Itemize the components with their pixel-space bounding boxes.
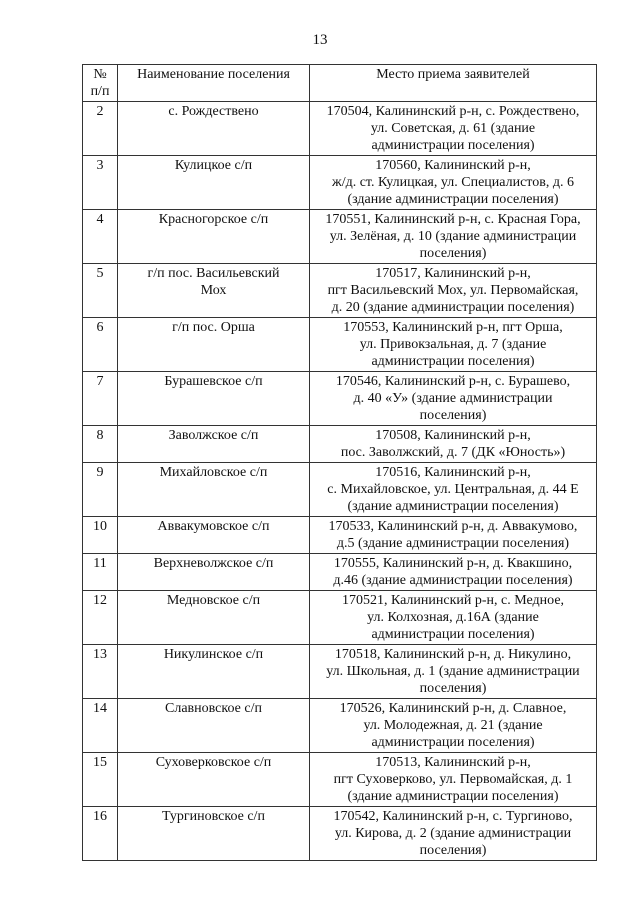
reception-place-line: 170542, Калининский р-н, с. Тургиново, — [333, 809, 573, 824]
settlement-name-line: Красногорское с/п — [158, 212, 269, 227]
settlement-name-line: Бурашевское с/п — [164, 374, 263, 389]
reception-place — [310, 210, 597, 264]
reception-place-line: (здание администрации поселения) — [347, 192, 559, 207]
reception-place — [310, 645, 597, 699]
row-number: 4 — [83, 210, 118, 264]
table-body — [83, 102, 597, 861]
reception-place-line: администрации поселения) — [371, 354, 535, 369]
settlement-name — [118, 264, 310, 318]
reception-place — [310, 318, 597, 372]
table-row — [83, 156, 597, 210]
row-number: 10 — [83, 517, 118, 554]
settlement-name — [118, 554, 310, 591]
row-number: 9 — [83, 463, 118, 517]
reception-place-line: ул. Привокзальная, д. 7 (здание — [359, 337, 547, 352]
settlement-name — [118, 807, 310, 861]
table-row — [83, 210, 597, 264]
row-number: 3 — [83, 156, 118, 210]
settlement-name — [118, 372, 310, 426]
reception-place-line: 170513, Калининский р-н, — [375, 755, 531, 770]
reception-place-line: д.46 (здание администрации поселения) — [333, 573, 573, 588]
reception-place-line: поселения) — [419, 681, 487, 696]
settlement-name — [118, 210, 310, 264]
table-row — [83, 318, 597, 372]
reception-place — [310, 156, 597, 210]
header-number — [83, 65, 118, 102]
header-number-line1: № — [93, 67, 107, 82]
reception-place-line: пгт Васильевский Мох, ул. Первомайская, — [327, 283, 579, 298]
reception-place-line: д.5 (здание администрации поселения) — [336, 536, 570, 551]
settlement-name-line: Медновское с/п — [166, 593, 261, 608]
reception-place-line: 170518, Калининский р-н, д. Никулино, — [334, 647, 572, 662]
settlement-name-line: Аввакумовское с/п — [157, 519, 270, 534]
row-number: 11 — [83, 554, 118, 591]
row-number: 5 — [83, 264, 118, 318]
reception-place — [310, 807, 597, 861]
reception-place-line: (здание администрации поселения) — [347, 499, 559, 514]
settlement-name — [118, 102, 310, 156]
settlement-name — [118, 645, 310, 699]
reception-place-line: поселения) — [419, 246, 487, 261]
reception-place-line: 170555, Калининский р-н, д. Квакшино, — [333, 556, 573, 571]
settlement-name-line: Заволжское с/п — [168, 428, 259, 443]
table-row — [83, 554, 597, 591]
reception-place-line: 170551, Калининский р-н, с. Красная Гора, — [325, 212, 581, 227]
reception-place-line: ул. Колхозная, д.16А (здание — [367, 610, 539, 625]
reception-place-line: ж/д. ст. Кулицкая, ул. Специалистов, д. 6 — [332, 175, 574, 190]
settlement-name — [118, 426, 310, 463]
row-number: 15 — [83, 753, 118, 807]
reception-place-line: ул. Кирова, д. 2 (здание администрации — [334, 826, 572, 841]
reception-place-line: пос. Заволжский, д. 7 (ДК «Юность») — [340, 445, 566, 460]
row-number: 12 — [83, 591, 118, 645]
reception-place-line: администрации поселения) — [371, 138, 535, 153]
table-row — [83, 463, 597, 517]
reception-place-line: 170560, Калининский р-н, — [375, 158, 531, 173]
table-row — [83, 699, 597, 753]
reception-place-line: (здание администрации поселения) — [347, 789, 559, 804]
row-number: 13 — [83, 645, 118, 699]
settlement-name-line: Михайловское с/п — [159, 465, 268, 480]
row-number: 7 — [83, 372, 118, 426]
reception-place — [310, 372, 597, 426]
settlement-name — [118, 156, 310, 210]
reception-place — [310, 699, 597, 753]
reception-place-line: ул. Советская, д. 61 (здание — [370, 121, 536, 136]
page-number: 13 — [312, 32, 328, 48]
settlement-name — [118, 591, 310, 645]
reception-place — [310, 264, 597, 318]
reception-place-line: с. Михайловское, ул. Центральная, д. 44 Е — [327, 482, 579, 497]
reception-place — [310, 102, 597, 156]
table-row — [83, 645, 597, 699]
settlement-name — [118, 699, 310, 753]
settlement-name-line: г/п пос. Васильевский — [147, 266, 280, 281]
settlement-name-line: Кулицкое с/п — [174, 158, 253, 173]
reception-place-line: 170546, Калининский р-н, с. Бурашево, — [335, 374, 571, 389]
settlement-name-line: Мох — [200, 283, 227, 298]
table-row — [83, 426, 597, 463]
settlement-name-line: Верхневолжское с/п — [153, 556, 274, 571]
reception-place-line: 170516, Калининский р-н, — [375, 465, 531, 480]
header-reception-place: Место приема заявителей — [310, 65, 597, 102]
header-number-line2: п/п — [90, 84, 110, 99]
reception-place-line: пгт Суховерково, ул. Первомайская, д. 1 — [333, 772, 573, 787]
table-row — [83, 264, 597, 318]
settlement-name-line: с. Рождествено — [168, 104, 259, 119]
reception-place-line: ул. Молодежная, д. 21 (здание — [363, 718, 543, 733]
table-row — [83, 102, 597, 156]
settlement-name — [118, 463, 310, 517]
reception-place-line: администрации поселения) — [371, 627, 535, 642]
reception-place-line: 170521, Калининский р-н, с. Медное, — [341, 593, 565, 608]
table-row — [83, 372, 597, 426]
settlement-name-line: г/п пос. Орша — [172, 320, 255, 335]
reception-place-line: администрации поселения) — [371, 735, 535, 750]
settlement-name-line: Тургиновское с/п — [162, 809, 265, 824]
table-row — [83, 753, 597, 807]
reception-place-line: 170517, Калининский р-н, — [375, 266, 531, 281]
reception-place-line: д. 20 (здание администрации поселения) — [331, 300, 575, 315]
reception-place-line: д. 40 «У» (здание администрации — [353, 391, 553, 406]
settlements-table — [82, 64, 597, 861]
reception-place-line: 170504, Калининский р-н, с. Рождествено, — [326, 104, 580, 119]
reception-place-line: 170508, Калининский р-н, — [375, 428, 531, 443]
table-header-row — [83, 65, 597, 102]
reception-place — [310, 426, 597, 463]
reception-place — [310, 463, 597, 517]
row-number: 6 — [83, 318, 118, 372]
table-row — [83, 591, 597, 645]
reception-place-line: поселения) — [419, 843, 487, 858]
row-number: 14 — [83, 699, 118, 753]
settlement-name — [118, 753, 310, 807]
settlement-name — [118, 517, 310, 554]
settlement-name-line: Славновское с/п — [165, 701, 262, 716]
reception-place-line: поселения) — [419, 408, 487, 423]
row-number: 2 — [83, 102, 118, 156]
settlement-name-line: Никулинское с/п — [163, 647, 264, 662]
reception-place — [310, 753, 597, 807]
header-settlement-name: Наименование поселения — [118, 65, 310, 102]
reception-place-line: 170533, Калининский р-н, д. Аввакумово, — [328, 519, 578, 534]
table-row — [83, 517, 597, 554]
settlement-name-line: Суховерковское с/п — [155, 755, 272, 770]
row-number: 8 — [83, 426, 118, 463]
reception-place — [310, 554, 597, 591]
settlement-name — [118, 318, 310, 372]
reception-place-line: ул. Школьная, д. 1 (здание администрации — [326, 664, 580, 679]
reception-place — [310, 591, 597, 645]
reception-place-line: 170526, Калининский р-н, д. Славное, — [339, 701, 567, 716]
row-number: 16 — [83, 807, 118, 861]
reception-place-line: 170553, Калининский р-н, пгт Орша, — [343, 320, 563, 335]
table-row — [83, 807, 597, 861]
reception-place-line: ул. Зелёная, д. 10 (здание администрации — [329, 229, 577, 244]
reception-place — [310, 517, 597, 554]
